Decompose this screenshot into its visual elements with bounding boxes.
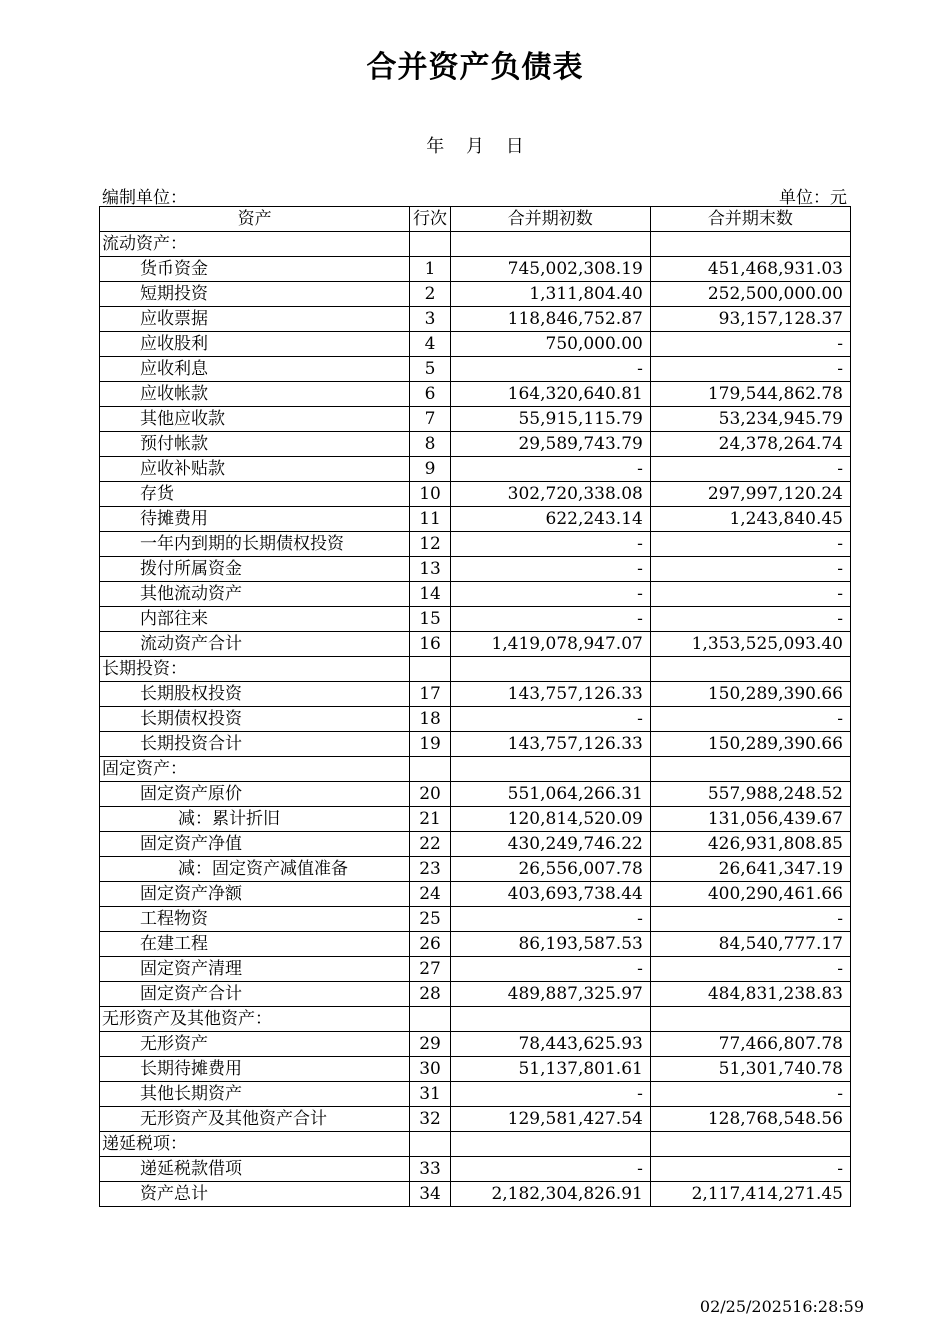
cell-closing-amount: 24,378,264.74 [650,432,850,457]
cell-closing-amount: - [650,1082,850,1107]
cell-row-number: 27 [410,957,450,982]
cell-asset-name: 固定资产： [100,757,410,782]
table-row [100,232,851,257]
cell-closing-amount: 131,056,439.67 [650,807,850,832]
table-row [100,507,851,532]
cell-closing-amount: 1,243,840.45 [650,507,850,532]
cell-row-number: 11 [410,507,450,532]
cell-opening-amount: 55,915,115.79 [450,407,650,432]
cell-asset-name: 短期投资 [100,282,410,307]
cell-opening-amount: - [450,1082,650,1107]
table-row [100,582,851,607]
table-row [100,457,851,482]
cell-asset-name: 固定资产净值 [100,832,410,857]
cell-asset-name: 减：固定资产减值准备 [100,857,410,882]
cell-closing-amount: - [650,357,850,382]
cell-row-number: 1 [410,257,450,282]
cell-asset-name: 拨付所属资金 [100,557,410,582]
cell-closing-amount: - [650,557,850,582]
cell-opening-amount: 129,581,427.54 [450,1107,650,1132]
table-row [100,632,851,657]
cell-opening-amount: 26,556,007.78 [450,857,650,882]
cell-opening-amount: 551,064,266.31 [450,782,650,807]
cell-opening-amount: 1,419,078,947.07 [450,632,650,657]
cell-opening-amount: 120,814,520.09 [450,807,650,832]
date-month-label: 月 [466,136,484,157]
cell-closing-amount: 93,157,128.37 [650,307,850,332]
cell-closing-amount: 426,931,808.85 [650,832,850,857]
table-row [100,432,851,457]
cell-asset-name: 应收票据 [100,307,410,332]
table-row [100,407,851,432]
cell-closing-amount: - [650,607,850,632]
cell-row-number: 24 [410,882,450,907]
cell-opening-amount [450,657,650,682]
cell-closing-amount: 2,117,414,271.45 [650,1182,850,1207]
cell-closing-amount: 297,997,120.24 [650,482,850,507]
cell-opening-amount: - [450,457,650,482]
column-header-asset: 资产 [100,207,410,232]
cell-asset-name: 应收利息 [100,357,410,382]
cell-asset-name: 无形资产 [100,1032,410,1057]
cell-opening-amount: - [450,357,650,382]
table-row [100,882,851,907]
table-row [100,607,851,632]
cell-asset-name: 预付帐款 [100,432,410,457]
cell-row-number: 16 [410,632,450,657]
cell-opening-amount: - [450,607,650,632]
cell-row-number: 12 [410,532,450,557]
cell-row-number: 29 [410,1032,450,1057]
cell-opening-amount: 1,311,804.40 [450,282,650,307]
cell-row-number: 23 [410,857,450,882]
table-row [100,682,851,707]
cell-opening-amount: 430,249,746.22 [450,832,650,857]
cell-opening-amount: 489,887,325.97 [450,982,650,1007]
cell-row-number [410,757,450,782]
table-row [100,1082,851,1107]
table-row [100,1132,851,1157]
table-row [100,907,851,932]
table-row [100,707,851,732]
cell-opening-amount: 403,693,738.44 [450,882,650,907]
date-year-label: 年 [426,136,445,157]
cell-closing-amount: 150,289,390.66 [650,732,850,757]
cell-opening-amount [450,757,650,782]
cell-closing-amount: 53,234,945.79 [650,407,850,432]
cell-opening-amount: 745,002,308.19 [450,257,650,282]
cell-row-number: 2 [410,282,450,307]
cell-opening-amount: 29,589,743.79 [450,432,650,457]
cell-closing-amount: 128,768,548.56 [650,1107,850,1132]
column-header-row: 行次 [410,207,450,232]
cell-row-number: 21 [410,807,450,832]
table-row [100,532,851,557]
cell-asset-name: 资产总计 [100,1182,410,1207]
cell-closing-amount: 400,290,461.66 [650,882,850,907]
cell-asset-name: 其他流动资产 [100,582,410,607]
report-date [0,132,950,158]
cell-asset-name: 固定资产合计 [100,982,410,1007]
cell-opening-amount: 2,182,304,826.91 [450,1182,650,1207]
cell-asset-name: 递延税项： [100,1132,410,1157]
cell-opening-amount: 86,193,587.53 [450,932,650,957]
cell-asset-name: 无形资产及其他资产合计 [100,1107,410,1132]
cell-asset-name: 长期投资： [100,657,410,682]
table-row [100,1157,851,1182]
cell-row-number: 5 [410,357,450,382]
cell-row-number: 22 [410,832,450,857]
cell-row-number: 7 [410,407,450,432]
footer-timestamp: 02/25/202516:28:59 [699,1297,864,1316]
cell-closing-amount: - [650,582,850,607]
table-row [100,257,851,282]
cell-asset-name: 其他应收款 [100,407,410,432]
cell-opening-amount: - [450,957,650,982]
cell-row-number: 30 [410,1057,450,1082]
table-row [100,657,851,682]
cell-closing-amount [650,1007,850,1032]
cell-opening-amount: - [450,582,650,607]
cell-closing-amount [650,657,850,682]
balance-sheet-table [99,206,851,1207]
cell-row-number: 25 [410,907,450,932]
cell-opening-amount: - [450,557,650,582]
cell-opening-amount [450,1007,650,1032]
cell-closing-amount: 484,831,238.83 [650,982,850,1007]
cell-opening-amount: 78,443,625.93 [450,1032,650,1057]
cell-asset-name: 长期投资合计 [100,732,410,757]
date-day-label: 日 [505,136,524,157]
table-row [100,732,851,757]
table-row [100,957,851,982]
cell-opening-amount: - [450,907,650,932]
cell-opening-amount: - [450,1157,650,1182]
table-row [100,1107,851,1132]
cell-opening-amount: - [450,532,650,557]
cell-opening-amount: 143,757,126.33 [450,682,650,707]
table-row [100,1182,851,1207]
cell-asset-name: 应收股利 [100,332,410,357]
cell-asset-name: 其他长期资产 [100,1082,410,1107]
cell-asset-name: 待摊费用 [100,507,410,532]
cell-closing-amount: 451,468,931.03 [650,257,850,282]
cell-row-number [410,232,450,257]
table-row [100,282,851,307]
cell-row-number: 8 [410,432,450,457]
cell-asset-name: 长期债权投资 [100,707,410,732]
cell-asset-name: 递延税款借项 [100,1157,410,1182]
cell-opening-amount: 51,137,801.61 [450,1057,650,1082]
cell-opening-amount: 750,000.00 [450,332,650,357]
cell-asset-name: 工程物资 [100,907,410,932]
table-header-row [100,207,851,232]
cell-row-number: 19 [410,732,450,757]
cell-closing-amount: - [650,957,850,982]
cell-row-number: 9 [410,457,450,482]
cell-closing-amount: - [650,707,850,732]
table-row [100,782,851,807]
table-row [100,807,851,832]
table-row [100,757,851,782]
table-row [100,982,851,1007]
cell-closing-amount: 150,289,390.66 [650,682,850,707]
cell-asset-name: 应收补贴款 [100,457,410,482]
table-row [100,932,851,957]
table-row [100,1057,851,1082]
cell-row-number: 26 [410,932,450,957]
cell-row-number: 18 [410,707,450,732]
column-header-opening: 合并期初数 [450,207,650,232]
cell-opening-amount: 302,720,338.08 [450,482,650,507]
cell-closing-amount: 179,544,862.78 [650,382,850,407]
compiler-label: 编制单位： [102,188,187,208]
cell-opening-amount: 143,757,126.33 [450,732,650,757]
page-title: 合并资产负债表 [366,50,584,85]
cell-row-number: 31 [410,1082,450,1107]
cell-opening-amount: 118,846,752.87 [450,307,650,332]
table-row [100,307,851,332]
cell-row-number: 13 [410,557,450,582]
table-row [100,357,851,382]
column-header-closing: 合并期末数 [650,207,850,232]
cell-asset-name: 流动资产： [100,232,410,257]
table-row [100,1032,851,1057]
cell-row-number: 3 [410,307,450,332]
cell-row-number: 34 [410,1182,450,1207]
cell-closing-amount: - [650,457,850,482]
cell-closing-amount: - [650,332,850,357]
cell-asset-name: 长期股权投资 [100,682,410,707]
cell-row-number [410,1007,450,1032]
cell-row-number [410,657,450,682]
cell-closing-amount: 557,988,248.52 [650,782,850,807]
cell-closing-amount: 252,500,000.00 [650,282,850,307]
cell-row-number: 20 [410,782,450,807]
cell-opening-amount [450,232,650,257]
cell-closing-amount: 77,466,807.78 [650,1032,850,1057]
cell-asset-name: 长期待摊费用 [100,1057,410,1082]
table-row [100,382,851,407]
cell-asset-name: 固定资产净额 [100,882,410,907]
cell-asset-name: 无形资产及其他资产： [100,1007,410,1032]
cell-closing-amount: 51,301,740.78 [650,1057,850,1082]
cell-row-number: 17 [410,682,450,707]
table-body [100,232,851,1207]
cell-row-number: 15 [410,607,450,632]
cell-closing-amount [650,232,850,257]
cell-closing-amount: 26,641,347.19 [650,857,850,882]
table-row [100,332,851,357]
cell-asset-name: 固定资产清理 [100,957,410,982]
table-row [100,557,851,582]
cell-closing-amount: - [650,907,850,932]
unit-label: 单位：元 [779,188,847,208]
cell-asset-name: 应收帐款 [100,382,410,407]
cell-asset-name: 货币资金 [100,257,410,282]
cell-opening-amount: 164,320,640.81 [450,382,650,407]
cell-closing-amount [650,1132,850,1157]
cell-opening-amount [450,1132,650,1157]
cell-asset-name: 一年内到期的长期债权投资 [100,532,410,557]
cell-row-number: 6 [410,382,450,407]
cell-row-number: 4 [410,332,450,357]
cell-closing-amount [650,757,850,782]
cell-asset-name: 存货 [100,482,410,507]
cell-row-number: 28 [410,982,450,1007]
cell-opening-amount: 622,243.14 [450,507,650,532]
table-row [100,857,851,882]
cell-closing-amount: - [650,532,850,557]
cell-asset-name: 内部往来 [100,607,410,632]
table-row [100,482,851,507]
cell-asset-name: 在建工程 [100,932,410,957]
cell-row-number: 14 [410,582,450,607]
cell-asset-name: 流动资产合计 [100,632,410,657]
cell-row-number: 10 [410,482,450,507]
cell-opening-amount: - [450,707,650,732]
cell-asset-name: 减：累计折旧 [100,807,410,832]
cell-row-number [410,1132,450,1157]
table-row [100,832,851,857]
cell-closing-amount: 84,540,777.17 [650,932,850,957]
cell-asset-name: 固定资产原价 [100,782,410,807]
cell-closing-amount: 1,353,525,093.40 [650,632,850,657]
cell-row-number: 33 [410,1157,450,1182]
table-row [100,1007,851,1032]
cell-closing-amount: - [650,1157,850,1182]
cell-row-number: 32 [410,1107,450,1132]
